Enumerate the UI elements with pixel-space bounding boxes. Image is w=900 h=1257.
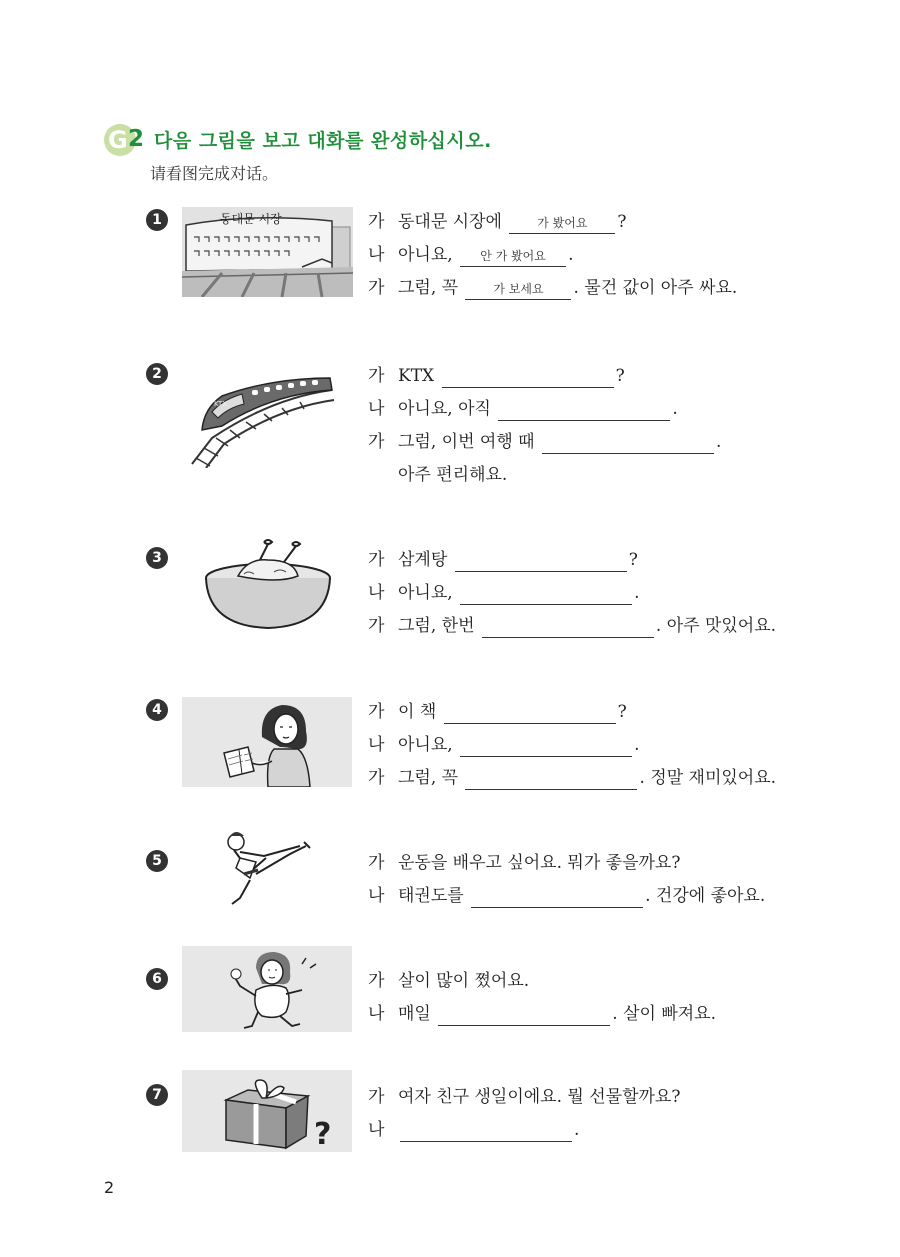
speaker-label: 나 [368, 1120, 385, 1140]
line-text: 이 책 [398, 702, 437, 722]
dialogue-line [368, 884, 765, 908]
answer-blank[interactable] [455, 551, 627, 572]
dialogue-line [368, 614, 776, 638]
answer-blank[interactable]: 가 봤어요 [509, 213, 615, 234]
section-subtitle: 请看图完成对话。 [150, 164, 279, 183]
dialogue-line [368, 548, 638, 572]
answer-blank[interactable] [438, 1005, 610, 1026]
line-text: 아니요, 아직 [398, 399, 491, 419]
answer-blank[interactable] [471, 887, 643, 908]
dialogue-line [368, 463, 507, 487]
speaker-label: 가 [368, 971, 385, 991]
dialogue-line [368, 733, 639, 757]
dialogue-line [368, 364, 625, 388]
line-ending: . 물건 값이 아주 싸요. [573, 278, 738, 298]
line-text: KTX [398, 366, 435, 386]
answer-blank[interactable]: 가 보세요 [465, 279, 571, 300]
samgyetang-illustration [198, 538, 338, 633]
line-ending: . 살이 빠져요. [612, 1004, 716, 1024]
speaker-label: 가 [368, 768, 385, 788]
speaker-label: 나 [368, 399, 385, 419]
dialogue-line [368, 1002, 716, 1026]
speaker-label: 가 [368, 1087, 385, 1107]
line-text: 여자 친구 생일이에요. 뭘 선물할까요? [398, 1087, 681, 1107]
line-ending: . 건강에 좋아요. [645, 886, 766, 906]
speaker-label: 나 [368, 1004, 385, 1024]
speaker-label: 가 [368, 853, 385, 873]
dialogue-line [368, 210, 626, 234]
item-number: 4 [146, 699, 168, 721]
jogging-illustration [182, 946, 352, 1032]
dialogue-line [368, 1085, 680, 1109]
line-text: 그럼, 이번 여행 때 [398, 432, 535, 452]
line-ending: . 아주 맛있어요. [655, 616, 777, 636]
dialogue-line [368, 397, 678, 421]
page-number: 2 [104, 1178, 115, 1197]
speaker-label: 가 [368, 432, 385, 452]
gift-illustration [182, 1070, 352, 1152]
speaker-label: 나 [368, 583, 385, 603]
section-number: 2 [128, 126, 145, 152]
speaker-label: 나 [368, 886, 385, 906]
line-text: 아니요, [398, 583, 453, 603]
dialogue-line [368, 851, 680, 875]
answer-blank[interactable] [444, 703, 616, 724]
speaker-label: 가 [368, 278, 385, 298]
speaker-label: 가 [368, 550, 385, 570]
answer-blank[interactable] [498, 400, 670, 421]
reading-woman-illustration [182, 697, 352, 787]
item-number: 7 [146, 1084, 168, 1106]
line-ending: . [634, 583, 640, 603]
taekwondo-illustration [210, 828, 320, 908]
line-ending: ? [615, 366, 625, 386]
dialogue-line [368, 581, 639, 605]
dialogue-line [368, 969, 529, 993]
line-ending: . [715, 432, 722, 452]
item-number: 5 [146, 850, 168, 872]
speaker-label: 가 [368, 212, 385, 232]
item-number: 2 [146, 363, 168, 385]
dialogue-line [368, 243, 573, 267]
item-number: 3 [146, 547, 168, 569]
line-text: 아주 편리해요. [398, 465, 508, 485]
dialogue-line [368, 700, 627, 724]
line-text: 살이 많이 쪘어요. [398, 971, 530, 991]
line-text: 아니요, [398, 245, 453, 265]
line-ending: . 정말 재미있어요. [639, 768, 777, 788]
line-ending: ? [617, 702, 627, 722]
train-label: KTX [214, 400, 228, 408]
train-illustration [182, 368, 353, 468]
line-ending: ? [628, 550, 638, 570]
line-text: 태권도를 [398, 886, 464, 906]
answer-blank[interactable] [465, 769, 637, 790]
answer-blank[interactable] [442, 367, 614, 388]
line-text: 동대문 시장에 [398, 212, 502, 232]
section-letter: G [108, 126, 128, 154]
line-ending: . [574, 1120, 580, 1140]
line-ending: . [634, 735, 640, 755]
market-sign-text: 동대문 시장 [220, 212, 282, 226]
speaker-label: 가 [368, 616, 385, 636]
answer-blank[interactable] [400, 1121, 572, 1142]
question-mark: ? [314, 1117, 332, 1152]
answer-blank[interactable] [460, 584, 632, 605]
speaker-label: 가 [368, 366, 385, 386]
answer-blank[interactable]: 안 가 봤어요 [460, 246, 566, 267]
answer-blank[interactable] [460, 736, 632, 757]
line-text: 그럼, 한번 [398, 616, 475, 636]
speaker-label: 나 [368, 245, 385, 265]
market-illustration [182, 207, 353, 297]
line-text: 그럼, 꼭 [398, 768, 459, 788]
dialogue-line [368, 1118, 579, 1142]
line-text: 운동을 배우고 싶어요. 뭐가 좋을까요? [398, 853, 681, 873]
speaker-label: 가 [368, 702, 385, 722]
item-number: 6 [146, 968, 168, 990]
line-text: 매일 [398, 1004, 431, 1024]
line-text: 아니요, [398, 735, 453, 755]
line-text: 그럼, 꼭 [398, 278, 459, 298]
speaker-label: 나 [368, 735, 385, 755]
line-ending: . [672, 399, 678, 419]
answer-blank[interactable] [482, 617, 654, 638]
dialogue-line [368, 430, 721, 454]
line-text: 삼계탕 [398, 550, 448, 570]
answer-blank[interactable] [542, 433, 714, 454]
line-ending: . [568, 245, 574, 265]
line-ending: ? [617, 212, 627, 232]
dialogue-line [368, 276, 737, 300]
section-title: 다음 그림을 보고 대화를 완성하십시오. [154, 130, 492, 152]
dialogue-line [368, 766, 776, 790]
item-number: 1 [146, 209, 168, 231]
